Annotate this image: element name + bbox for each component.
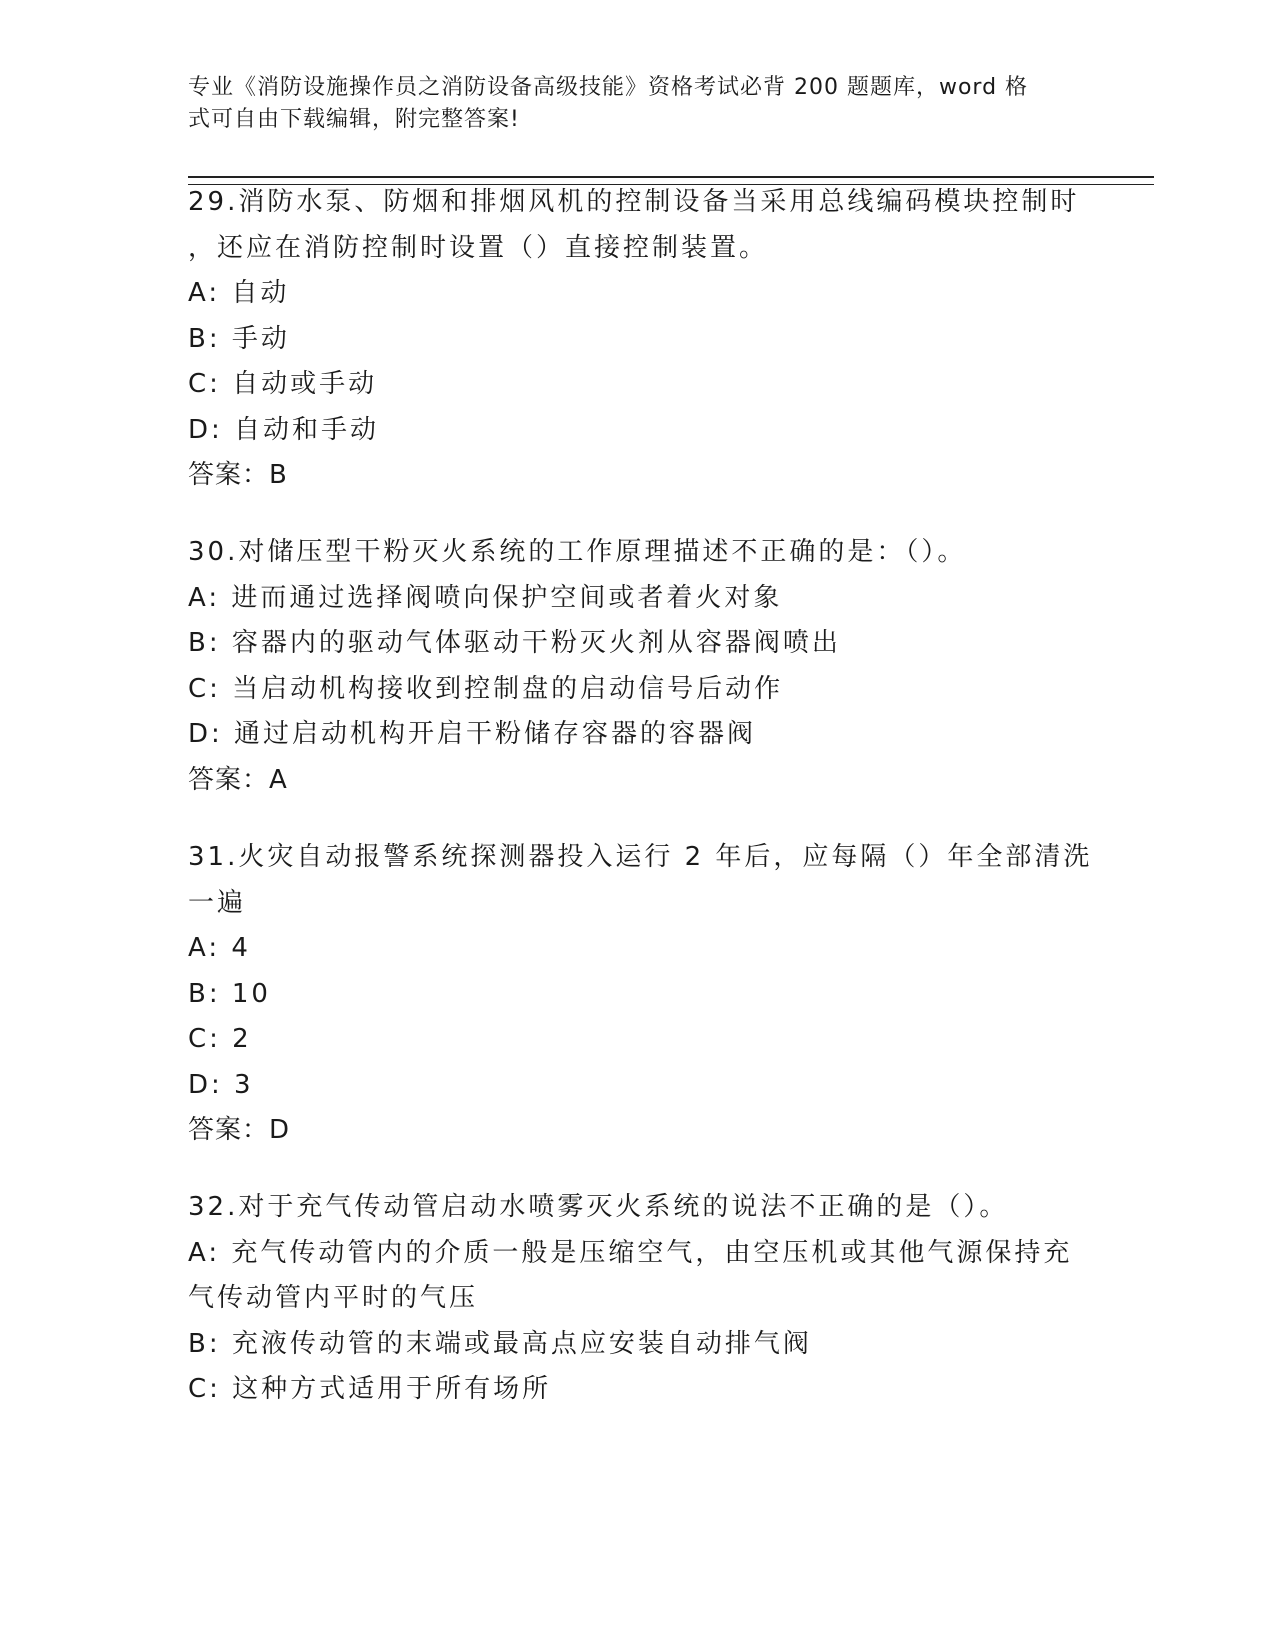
option-d: D: 自动和手动 bbox=[188, 414, 380, 445]
option-c: C: 自动或手动 bbox=[188, 369, 378, 399]
option-a: A: 进而通过选择阀喷向保护空间或者着火对象 bbox=[188, 582, 783, 613]
answer-label: 答案：B bbox=[188, 460, 288, 490]
header-line-2: 式可自由下载编辑，附完整答案! bbox=[188, 107, 520, 132]
question-31 bbox=[188, 835, 1093, 1154]
question-stem: ，还应在消防控制时设置（）直接控制装置。 bbox=[188, 232, 769, 263]
question-stem: 32.对于充气传动管启动水喷雾灭火系统的说法不正确的是（）。 bbox=[188, 1192, 1009, 1222]
option-c: C: 2 bbox=[188, 1024, 252, 1054]
option-c: C: 当启动机构接收到控制盘的启动信号后动作 bbox=[188, 673, 784, 704]
question-stem: 29.消防水泵、防烟和排烟风机的控制设备当采用总线编码模块控制时 bbox=[188, 187, 1080, 217]
answer-label: 答案：A bbox=[188, 764, 288, 795]
option-b: B: 10 bbox=[188, 978, 271, 1009]
option-b: B: 充液传动管的末端或最高点应安装自动排气阀 bbox=[188, 1328, 812, 1359]
document-header bbox=[188, 72, 1068, 136]
question-32 bbox=[188, 1185, 1088, 1413]
option-a: A: 充气传动管内的介质一般是压缩空气，由空压机或其他气源保持充 bbox=[188, 1237, 1073, 1268]
option-d: D: 3 bbox=[188, 1069, 254, 1100]
option-a: A: 自动 bbox=[188, 278, 290, 308]
option-b: B: 手动 bbox=[188, 323, 290, 354]
option-c: C: 这种方式适用于所有场所 bbox=[188, 1374, 552, 1404]
option-a: A: 4 bbox=[188, 933, 251, 963]
question-stem: 一遍 bbox=[188, 887, 247, 918]
answer-label: 答案：D bbox=[188, 1115, 291, 1145]
option-b: B: 容器内的驱动气体驱动干粉灭火剂从容器阀喷出 bbox=[188, 628, 841, 658]
question-stem: 30.对储压型干粉灭火系统的工作原理描述不正确的是：（）。 bbox=[188, 537, 967, 567]
question-stem: 31.火灾自动报警系统探测器投入运行 2 年后，应每隔（）年全部清洗 bbox=[188, 842, 1093, 872]
option-d: D: 通过启动机构开启干粉储存容器的容器阀 bbox=[188, 719, 757, 749]
question-30 bbox=[188, 530, 1088, 803]
question-29 bbox=[188, 180, 1088, 499]
header-line-1: 专业《消防设施操作员之消防设备高级技能》资格考试必背 200 题题库，word 格 bbox=[188, 75, 1029, 100]
option-a-continued: 气传动管内平时的气压 bbox=[188, 1283, 479, 1313]
